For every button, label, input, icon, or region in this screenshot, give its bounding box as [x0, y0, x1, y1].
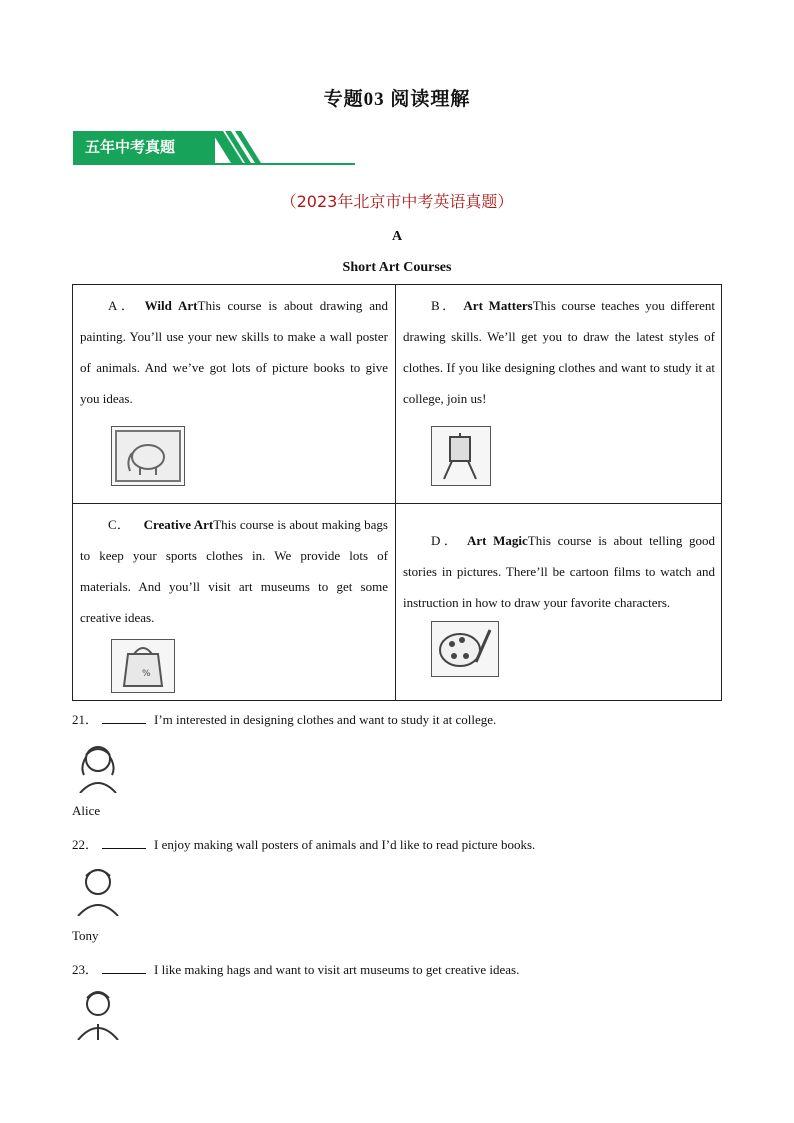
- question-number: 23．: [72, 962, 99, 977]
- section-letter: A: [391, 229, 403, 244]
- exam-source: （2023年北京市中考英语真题）: [280, 192, 514, 211]
- course-name: Creative Art: [143, 517, 214, 532]
- course-letter: D．: [431, 533, 461, 548]
- boy-avatar-icon: [72, 984, 124, 1040]
- question-text: I like making hags and want to visit art museums to get creative ideas.: [154, 962, 520, 977]
- course-cell-b: [403, 290, 715, 414]
- question-number: 22．: [72, 837, 99, 852]
- banner-stripes-icon: [211, 131, 331, 165]
- course-cell-c: [80, 509, 388, 633]
- course-letter: A．: [108, 298, 138, 313]
- question-number: 21．: [72, 712, 99, 727]
- banner-label: 五年中考真题: [73, 131, 215, 163]
- palette-icon: [431, 621, 499, 677]
- person-name: Tony: [72, 928, 99, 943]
- banner-underline: [73, 163, 355, 165]
- question-21: [72, 709, 496, 728]
- course-letter: B．: [431, 298, 458, 313]
- person-name: Alice: [72, 803, 101, 818]
- question-text: I’m interested in designing clothes and want to study it at college.: [154, 712, 497, 727]
- question-text: I enjoy making wall posters of animals and I’d like to read picture books.: [154, 837, 536, 852]
- course-text: This course is about making bags to keep your sports clothes in. We provide lots of materials. And you’ll visit art museums to get some creative ideas.: [80, 517, 388, 625]
- bag-icon: [111, 639, 175, 693]
- answer-blank[interactable]: [102, 961, 146, 974]
- elephant-poster-icon: [111, 426, 185, 486]
- section-banner: [73, 131, 355, 165]
- course-name: Art Magic: [466, 533, 528, 548]
- answer-blank[interactable]: [102, 711, 146, 724]
- course-name: Art Matters: [463, 298, 533, 313]
- svg-text:%: %: [142, 669, 151, 679]
- table-divider: [395, 285, 396, 700]
- question-22: [72, 834, 535, 853]
- course-text: This course is about drawing and painting. You’ll use your new skills to make a wall poster of animals. And we’ve got lots of picture books to give you ideas.: [80, 298, 389, 406]
- girl-avatar-icon: [72, 737, 124, 793]
- easel-icon: [431, 426, 491, 486]
- course-name: Wild Art: [144, 298, 198, 313]
- course-letter: C．: [108, 517, 131, 532]
- question-23: [72, 959, 519, 978]
- answer-blank[interactable]: [102, 836, 146, 849]
- page-title: 专题03 阅读理解: [323, 89, 471, 110]
- course-cell-d: [403, 525, 715, 618]
- boy-avatar-icon: [72, 860, 124, 916]
- course-cell-a: [80, 290, 388, 414]
- table-divider: [73, 503, 721, 504]
- courses-table: [72, 284, 722, 701]
- course-text: This course is about telling good stories in pictures. There’ll be cartoon films to watch and instruction in how to draw your favorite characters.: [403, 533, 716, 610]
- course-text: This course teaches you different drawing skills. We’ll get you to draw the latest styles of clothes. If you like designing clothes and want to study it at college, join us!: [403, 298, 715, 406]
- passage-title: Short Art Courses: [342, 260, 452, 275]
